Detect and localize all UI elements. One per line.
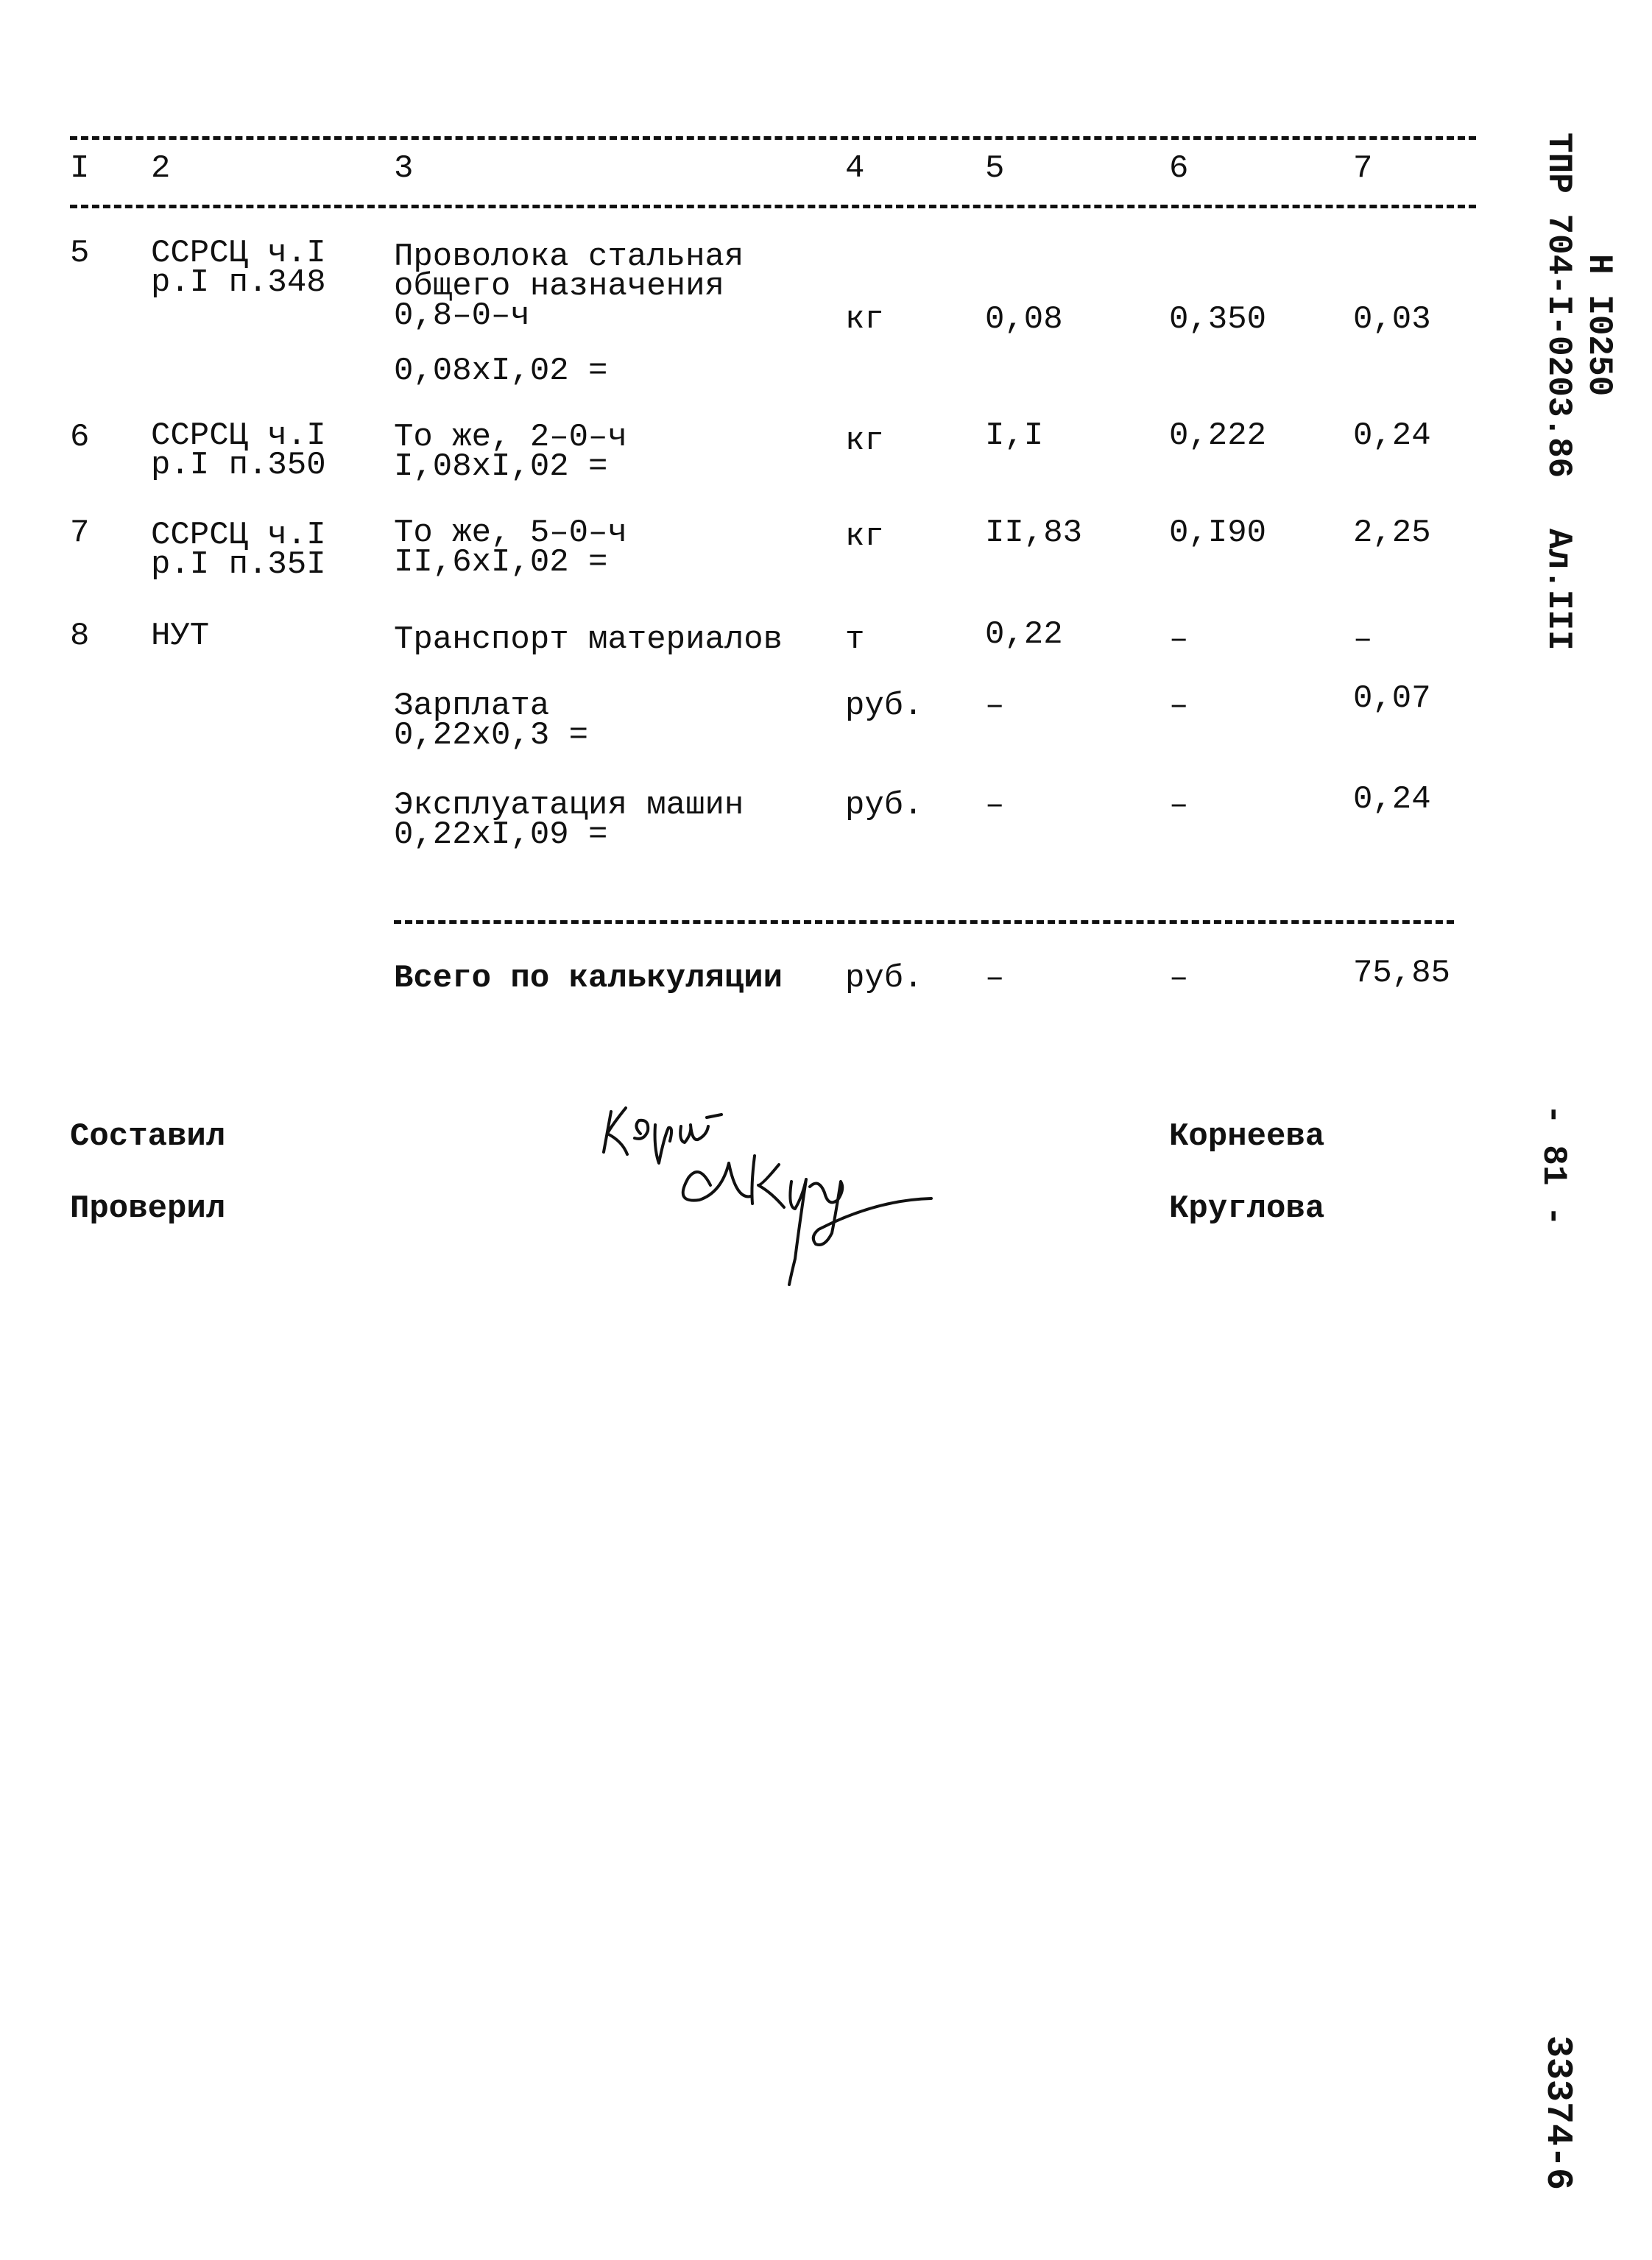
col-header-6: 6 [1169, 150, 1189, 187]
row-price: 0,I90 [1169, 515, 1267, 551]
doc-id-margin: Н I0250 [1580, 254, 1618, 397]
row-price: – [1169, 787, 1189, 824]
row-description: То же, 2–0–ч [394, 419, 627, 456]
row-quantity: – [985, 688, 1005, 724]
header-top-rule [70, 136, 1476, 140]
row-total: 0,24 [1353, 417, 1431, 454]
col-header-5: 5 [985, 150, 1005, 187]
checked-label: Проверил [70, 1190, 226, 1227]
row-description: Транспорт материалов [394, 621, 783, 658]
summary-label: Всего по калькуляции [394, 960, 783, 997]
col-header-3: 3 [394, 150, 414, 187]
row-quantity: II,83 [985, 515, 1083, 551]
row-reference: НУТ [151, 618, 210, 654]
row-unit: кг [845, 518, 884, 555]
summary-price: – [1169, 960, 1189, 997]
header-bottom-rule [70, 205, 1476, 208]
col-header-1: I [70, 150, 90, 187]
row-reference: ССРСЦ ч.I [151, 417, 326, 454]
col-header-2: 2 [151, 150, 171, 187]
compiled-name: Корнеева [1169, 1118, 1325, 1155]
row-description: То же, 5–0–ч [394, 515, 627, 551]
row-formula: I,08xI,02 = [394, 448, 608, 485]
row-total: 0,07 [1353, 680, 1431, 717]
row-reference: ССРСЦ ч.I [151, 517, 326, 554]
row-description: общего назначения [394, 268, 724, 305]
row-unit: кг [845, 301, 884, 338]
row-quantity: 0,22 [985, 616, 1063, 653]
row-formula: II,6xI,02 = [394, 544, 608, 581]
summary-total: 75,85 [1353, 955, 1451, 992]
summary-quantity: – [985, 960, 1005, 997]
row-description: Проволока стальная [394, 239, 744, 275]
row-formula: 0,22xI,09 = [394, 816, 608, 853]
row-total: – [1353, 621, 1373, 658]
row-number: 6 [70, 419, 90, 456]
col-header-4: 4 [845, 150, 865, 187]
col-header-7: 7 [1353, 150, 1373, 187]
row-unit: руб. [845, 787, 923, 824]
row-reference: р.I п.348 [151, 264, 326, 301]
row-description: 0,8–0–ч [394, 297, 530, 334]
row-unit: руб. [845, 688, 923, 724]
row-quantity: – [985, 787, 1005, 824]
row-price: – [1169, 621, 1189, 658]
row-number: 7 [70, 515, 90, 551]
row-total: 0,03 [1353, 301, 1431, 338]
row-unit: кг [845, 423, 884, 459]
row-price: 0,350 [1169, 301, 1267, 338]
summary-rule [394, 920, 1454, 924]
row-price: 0,222 [1169, 417, 1267, 454]
row-formula: 0,22x0,3 = [394, 717, 589, 754]
row-number: 5 [70, 235, 90, 272]
row-unit: т [845, 621, 865, 658]
row-formula: 0,08xI,02 = [394, 353, 608, 389]
archive-number-margin: 33374-6 [1536, 2035, 1578, 2191]
row-description: Зарплата [394, 688, 550, 724]
checked-name: Круглова [1169, 1190, 1325, 1227]
row-total: 2,25 [1353, 515, 1431, 551]
compiled-label: Составил [70, 1118, 226, 1155]
row-description: Эксплуатация машин [394, 787, 744, 824]
page-number-margin: - 81 - [1534, 1104, 1572, 1226]
row-price: – [1169, 688, 1189, 724]
row-quantity: I,I [985, 417, 1044, 454]
doc-code-margin: ТПР 704-I-0203.86 [1539, 133, 1578, 479]
row-quantity: 0,08 [985, 301, 1063, 338]
row-reference: р.I п.35I [151, 546, 326, 583]
row-reference: р.I п.350 [151, 447, 326, 484]
signature-image [582, 1082, 994, 1303]
summary-unit: руб. [845, 960, 923, 997]
row-reference: ССРСЦ ч.I [151, 235, 326, 272]
row-number: 8 [70, 618, 90, 654]
sheet-margin: Ал.III [1539, 529, 1578, 651]
row-total: 0,24 [1353, 781, 1431, 818]
